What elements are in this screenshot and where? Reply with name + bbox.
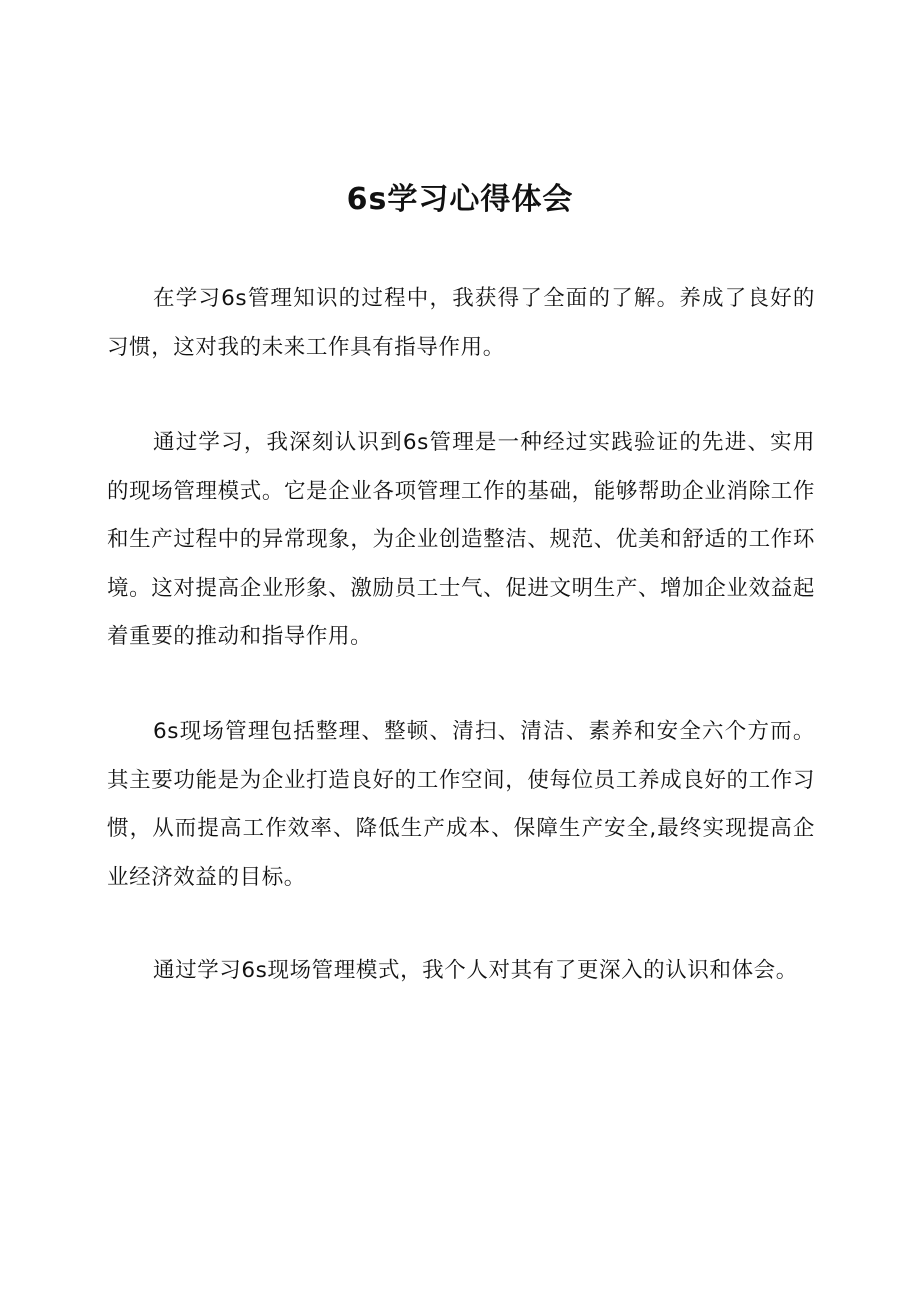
document-title: 6s学习心得体会 [346, 182, 574, 217]
paragraph-2: 通过学习，我深刻认识到6s管理是一种经过实践验证的先进、实用的现场管理模式。它是企业各项管理工作的基础，能够帮助企业消除工作和生产过程中的异常现象，为企业创造整洁、规范、优美和舒适的工作环境。这对提高企业形象、激励员工士气、促进文明生产、增加企业效益起着重要的推动和指导作用。 [107, 430, 815, 649]
paragraph-3: 6s现场管理包括整理、整顿、清扫、清洁、素养和安全六个方而。其主要功能是为企业打造良好的工作空间，使每位员工养成良好的工作习惯，从而提高工作效率、降低生产成本、保障生产安全,最终实现提高企业经济效益的目标。 [107, 719, 815, 890]
paragraph-4: 通过学习6s现场管理模式，我个人对其有了更深入的认识和体会。 [153, 958, 798, 983]
paragraph-1: 在学习6s管理知识的过程中，我获得了全面的了解。养成了良好的习惯，这对我的未来工作具有指导作用。 [107, 286, 815, 360]
